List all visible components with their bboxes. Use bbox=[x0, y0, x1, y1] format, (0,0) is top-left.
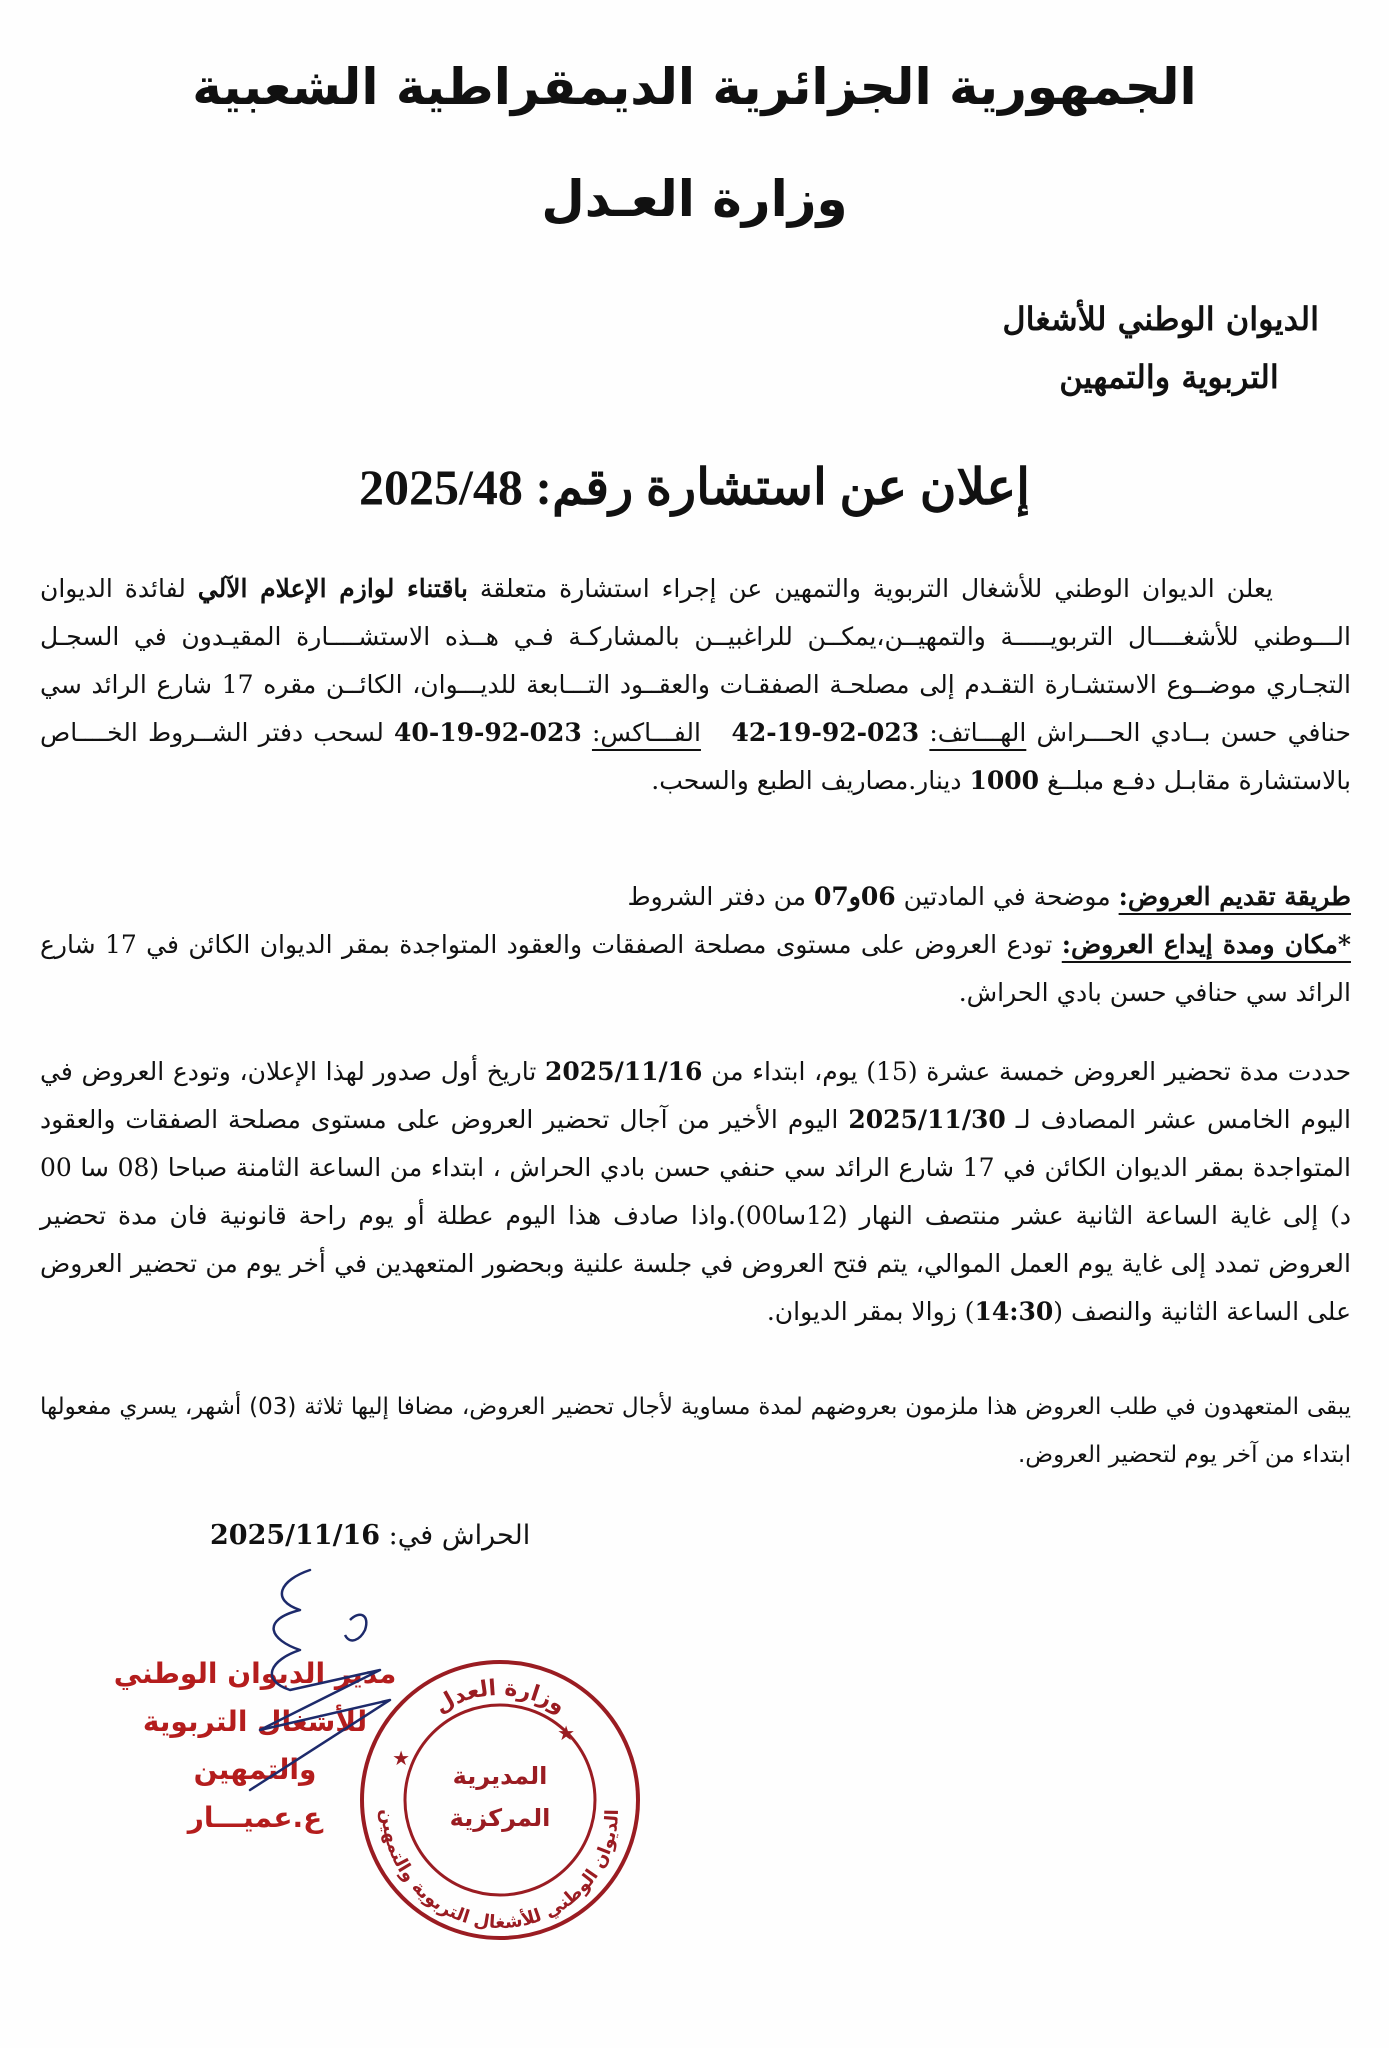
phone-label: الهـــاتف: bbox=[929, 718, 1027, 747]
stamp-text-top: وزارة العدل bbox=[430, 1675, 570, 1719]
signature-stroke bbox=[250, 1570, 390, 1790]
signatory-name: ع.عميـــار bbox=[187, 1801, 323, 1834]
p3-text-1: حددت مدة تحضير العروض خمسة عشرة (15) يوم، ابتداء من bbox=[702, 1057, 1352, 1086]
place-label: الحراش في: bbox=[388, 1520, 531, 1551]
method-articles: 06و07 bbox=[814, 882, 896, 911]
consultation-number: 2025/48 bbox=[358, 459, 523, 515]
paragraph-submission bbox=[40, 873, 1351, 1017]
announcement-title bbox=[0, 458, 1389, 516]
method-text-1: موضحة في المادتين bbox=[895, 882, 1119, 911]
stamp-text-bottom: الديوان الوطني للأشغال التربوية والتمهين bbox=[376, 1808, 624, 1934]
paragraph-validity: يبقى المتعهدون في طلب العروض هذا ملزمون بعروضهم لمدة مساوية لأجال تحضير العروض، مضافا إليها ثلاثة (03) أشهر، يسري مفعولها ابتداء من آخر يوم لتحضير العروض. bbox=[40, 1394, 1351, 1468]
signature-flourish bbox=[345, 1615, 366, 1641]
republic-heading: الجمهورية الجزائرية الديمقراطية الشعبية bbox=[192, 58, 1197, 116]
star-icon: ★ bbox=[557, 1721, 575, 1745]
p1-text-3: لسحب دفتر الشــروط الخــــاص بالاستشارة مقابـل دفـع مبلــغ bbox=[40, 718, 1351, 795]
office-line-1: الديوان الوطني للأشغال bbox=[1002, 300, 1319, 338]
stamp-center-line-2: المركزية bbox=[449, 1804, 551, 1832]
office-line-2: التربوية والتمهين bbox=[1059, 358, 1279, 396]
subject: باقتناء لوازم الإعلام الآلي bbox=[197, 574, 468, 603]
phone-number: 023-92-19-42 bbox=[731, 718, 920, 747]
star-icon: ★ bbox=[392, 1746, 410, 1770]
paragraph-announcement bbox=[40, 565, 1351, 805]
p3-text-4: ) زوالا بمقر الديوان. bbox=[766, 1297, 975, 1326]
p3-text-2: تاريخ أول صدور لهذا الإعلان، وتودع العروض في اليوم الخامس عشر المصادف لـ bbox=[40, 1057, 1351, 1134]
issue-date: 2025/11/16 bbox=[210, 1520, 381, 1551]
start-date: 2025/11/16 bbox=[545, 1057, 703, 1086]
signatory-title-2: للأشغال التربوية والتمهين bbox=[142, 1705, 368, 1786]
method-label: طريقة تقديم العروض: bbox=[1118, 882, 1351, 911]
paragraph-deadlines bbox=[40, 1048, 1351, 1336]
issuing-office bbox=[1002, 290, 1319, 406]
section-place bbox=[40, 921, 1351, 1017]
p1-text-2: لفائدة الديوان الـــوطني للأشغــــال التربويـــــة والتمهيــن،يمكــن للراغبيــن بالمشاركـة فـي هــذه الاستشــــارة المقيـدون في السجـل التجـاري موضــوع الاستشـارة التقـدم إلى مصلحـة الصفقـات والعقــود التـــابعة للديـــوان، الكائــن مقره 17 شارع الرائد سي حنافي حسن بــادي الحـــراش bbox=[40, 574, 1352, 747]
fax-number: 023-92-19-40 bbox=[394, 718, 582, 747]
fax-label: الفـــاكس: bbox=[591, 718, 701, 747]
handwritten-signature bbox=[240, 1560, 420, 1810]
opening-time: 14:30 bbox=[974, 1297, 1054, 1326]
signatory-title-1: مدير الديوان الوطني bbox=[113, 1657, 397, 1690]
fee-amount: 1000 bbox=[969, 766, 1040, 795]
ministry-heading: وزارة العـدل bbox=[541, 170, 848, 228]
section-method bbox=[40, 873, 1351, 921]
place-label: *مكان ومدة إيداع العروض: bbox=[1061, 930, 1351, 959]
p1-text-4: دينار.مصاريف الطبع والسحب. bbox=[651, 766, 970, 795]
place-text: تودع العروض على مستوى مصلحة الصفقات والعقود المتواجدة بمقر الديوان الكائن في 17 شارع الرائد سي حنافي حسن بادي الحراش. bbox=[40, 930, 1351, 1007]
place-date bbox=[210, 1520, 530, 1551]
p3-text-3: اليوم الأخير من آجال تحضير العروض على مستوى مصلحة الصفقات والعقود المتواجدة بمقر الديوان الكائن في 17 شارع الرائد سي حنفي حسن بادي الحراش ، ابتداء من الساعة الثامنة صباحا (08 سا 00 د) إلى غاية الساعة الثانية عشر منتصف النهار (12سا00).واذا صادف هذا اليوم عطلة أو يوم راحة قانونية فان مدة تحضير العروض تمدد إلى غاية يوم العمل الموالي، يتم فتح العروض في جلسة علنية وبحضور المتعهدين في أخر يوم من تحضير العروض على الساعة الثانية والنصف ( bbox=[40, 1105, 1351, 1326]
method-text-2: من دفتر الشروط bbox=[627, 882, 814, 911]
title-label: إعلان عن استشارة رقم: bbox=[535, 459, 1031, 515]
end-date: 2025/11/30 bbox=[848, 1105, 1006, 1134]
stamp-center-line-1: المديرية bbox=[452, 1762, 548, 1790]
p1-text-1: يعلن الديوان الوطني للأشغال التربوية والتمهين عن إجراء استشارة متعلقة bbox=[467, 574, 1273, 603]
